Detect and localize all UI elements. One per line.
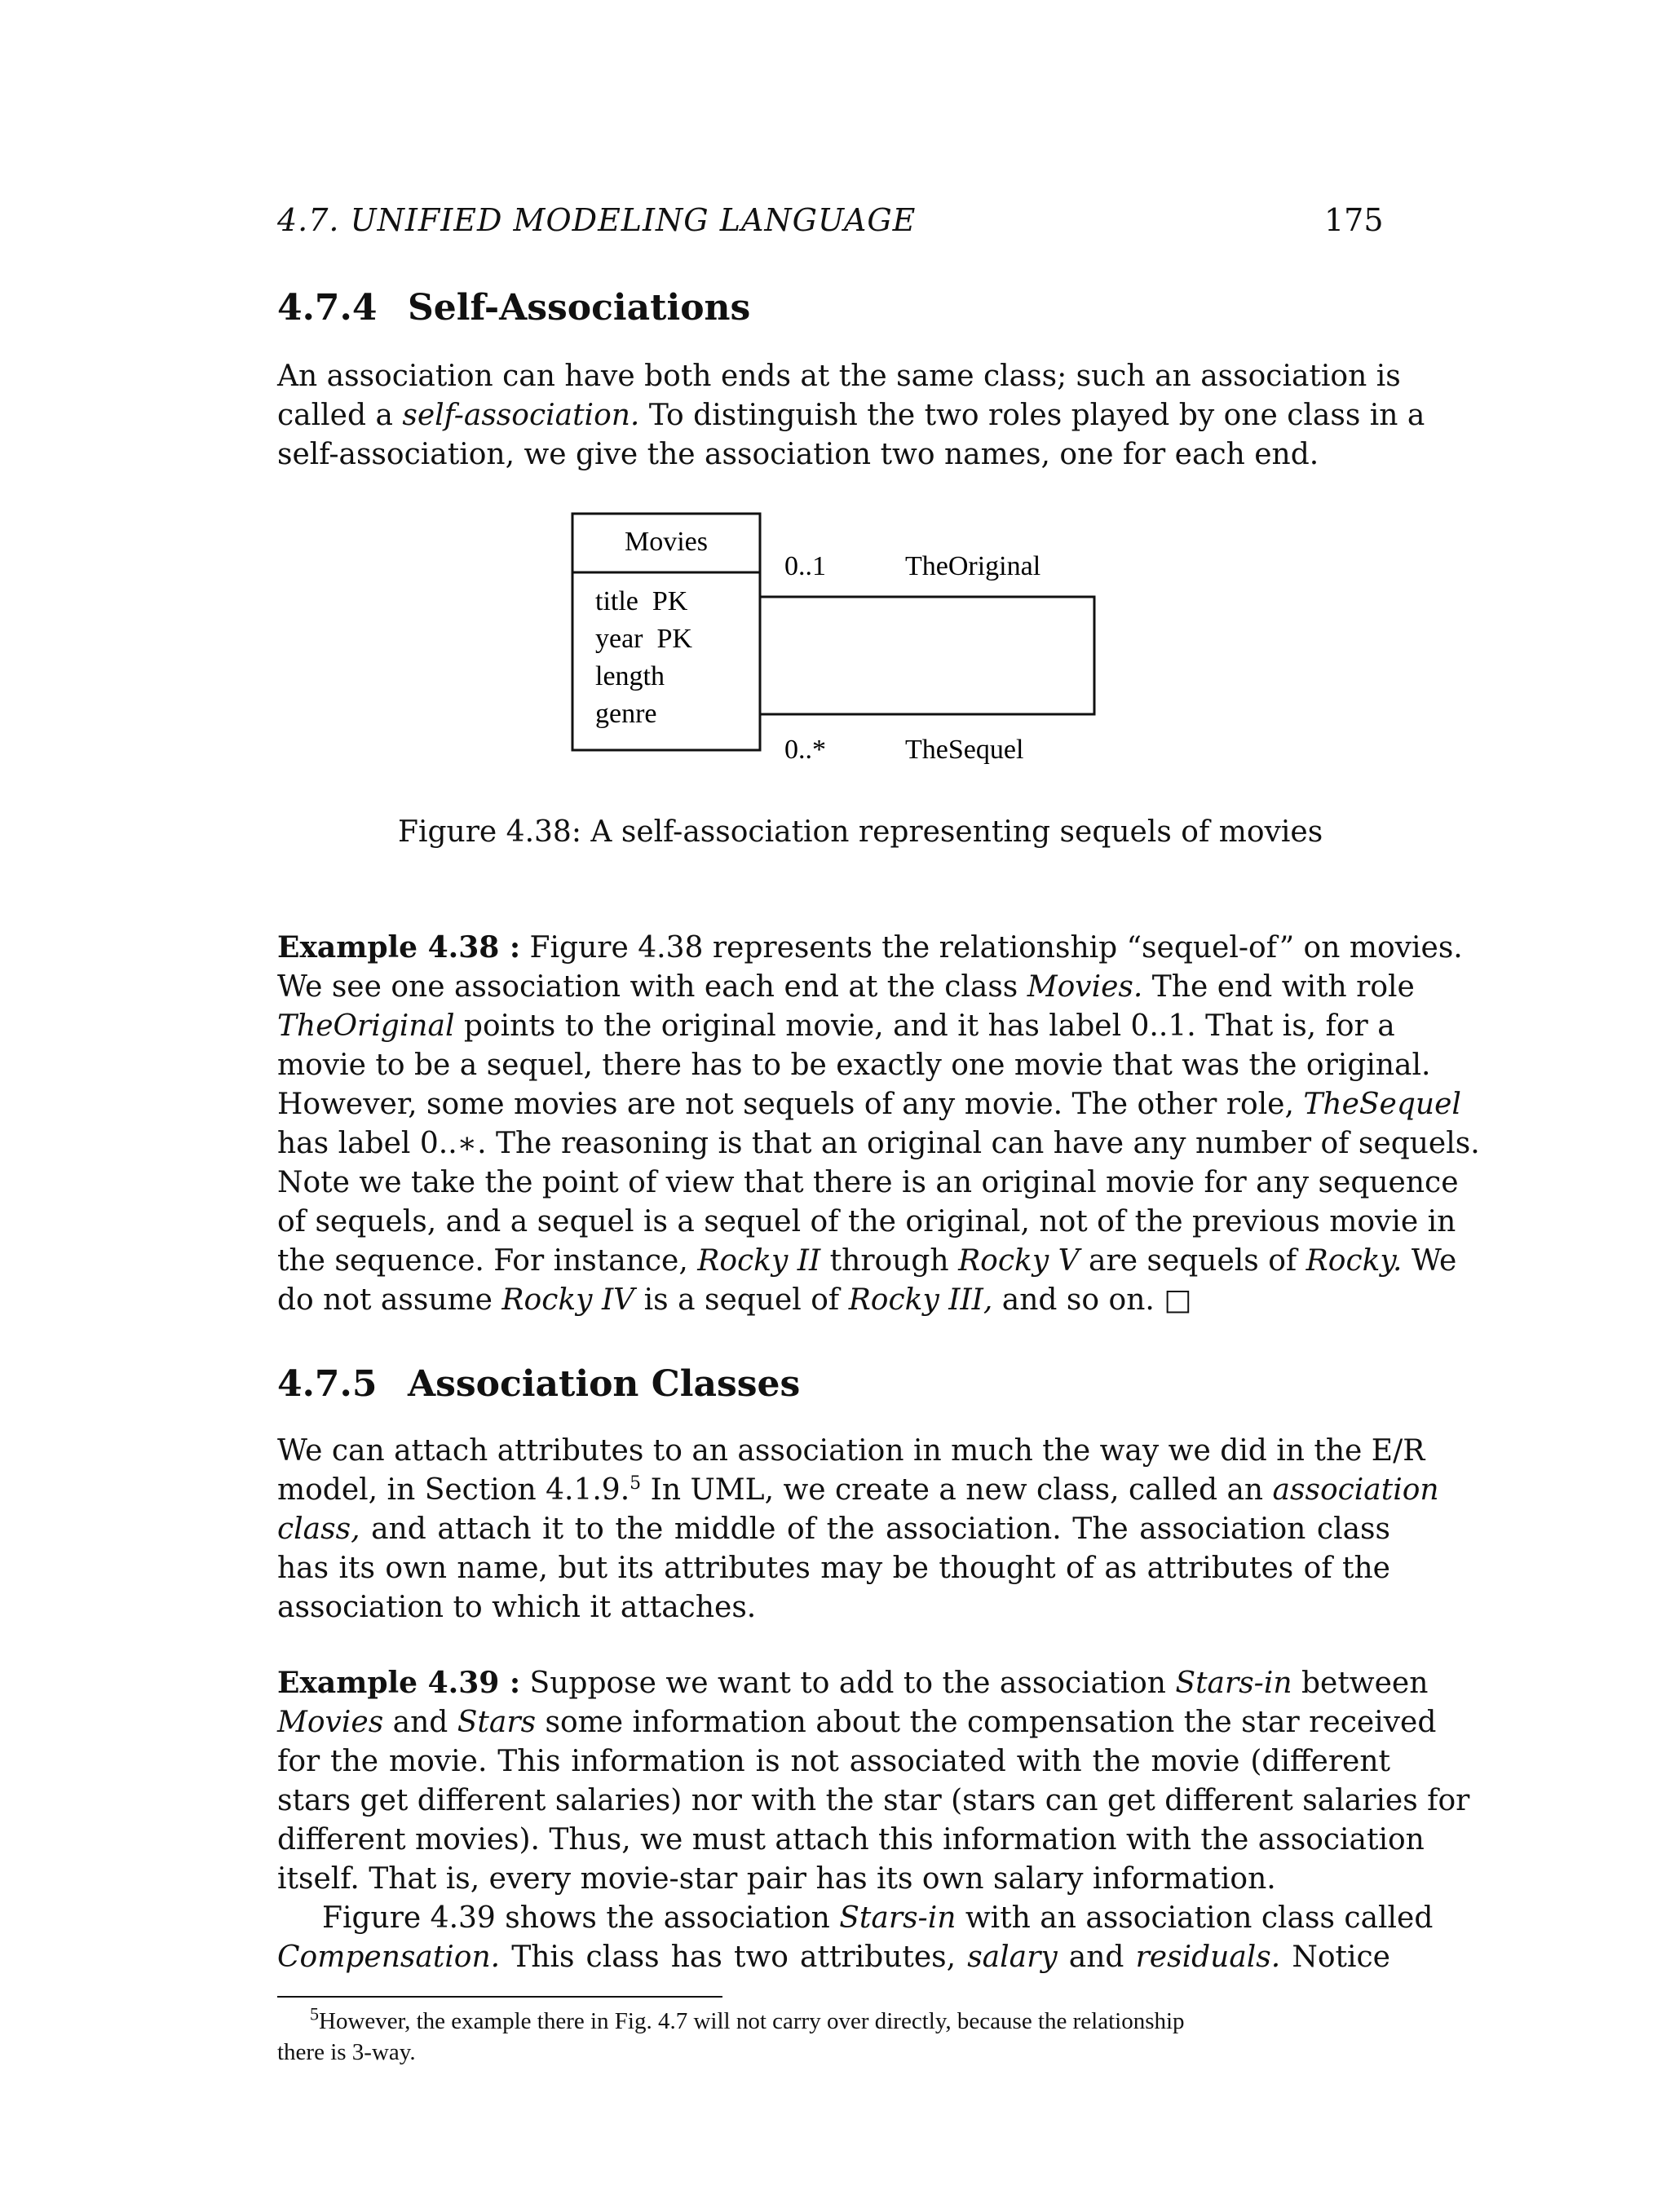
text-line: has label 0..∗. The reasoning is that an original can have any number of sequels. — [277, 1127, 1480, 1160]
text-line: TheOriginal points to the original movie, and it has label 0..1. That is, for a — [277, 1009, 1395, 1043]
text-line: has its own name, but its attributes may be thought of as attributes of the — [277, 1552, 1390, 1585]
bottom-multiplicity: 0..* — [784, 735, 826, 765]
section-number: 4.7.5 — [277, 1363, 378, 1405]
text-line: called a self-association. To distinguish the two roles played by one class in a — [277, 399, 1425, 432]
section-heading-4-7-5 — [277, 1363, 800, 1405]
example-label: Example 4.39 : — [277, 1666, 521, 1700]
text-line: different movies). Thus, we must attach this information with the association — [277, 1823, 1425, 1857]
text-line: class, and attach it to the middle of the association. The association class — [277, 1512, 1390, 1546]
top-multiplicity: 0..1 — [784, 551, 826, 581]
text-line: Example 4.38 : Figure 4.38 represents the relationship “sequel-of” on movies. — [277, 930, 1463, 965]
term-self-association: self-association. — [402, 399, 640, 432]
attribute-year: year PK — [595, 624, 692, 654]
example-4-38 — [277, 928, 1480, 1320]
section-title: Association Classes — [408, 1363, 801, 1405]
text-line: the sequence. For instance, Rocky II through Rocky V are sequels of Rocky. We — [277, 1244, 1457, 1278]
example-label: Example 4.38 : — [277, 930, 521, 965]
text-line: However, some movies are not sequels of any movie. The other role, TheSequel — [277, 1088, 1461, 1121]
self-association-paragraph — [277, 357, 1425, 475]
text-line: We see one association with each end at the class Movies. The end with role — [277, 970, 1415, 1004]
footnote-line: there is 3-way. — [277, 2039, 416, 2065]
self-association-line — [760, 597, 1094, 714]
role-the-sequel: TheSequel — [905, 735, 1024, 765]
section-title: Self-Associations — [408, 287, 751, 329]
text-line: do not assume Rocky IV is a sequel of Rocky III, and so on. □ — [277, 1283, 1192, 1317]
text-line: association to which it attaches. — [277, 1591, 757, 1624]
example-4-39 — [277, 1663, 1470, 1977]
association-classes-paragraph — [277, 1432, 1439, 1627]
text-line: movie to be a sequel, there has to be exactly one movie that was the original. — [277, 1049, 1431, 1082]
footnote-line: $^5$However, the example there in Fig. 4.7 will not carry over directly, because the relationship — [310, 2003, 1185, 2034]
role-the-original: TheOriginal — [905, 551, 1041, 581]
text-line: We can attach attributes to an association in much the way we did in the E/R — [277, 1434, 1425, 1468]
attribute-genre: genre — [595, 699, 657, 729]
running-head: 4.7. UNIFIED MODELING LANGUAGE — [277, 202, 917, 238]
uml-diagram — [563, 506, 1133, 775]
attribute-title: title PK — [595, 586, 688, 616]
text-line: for the movie. This information is not associated with the movie (different — [277, 1745, 1390, 1778]
text-line: model, in Section 4.1.9.$^5$ In UML, we create a new class, called an association — [277, 1473, 1439, 1507]
section-number: 4.7.4 — [277, 287, 378, 329]
text-line: Figure 4.39 shows the association Stars-in with an association class called — [322, 1901, 1434, 1935]
footnote — [277, 2003, 1390, 2068]
footnote-rule — [277, 1996, 722, 1998]
page-number: 175 — [1324, 202, 1384, 238]
text-line: self-association, we give the association two names, one for each end. — [277, 438, 1319, 471]
text-line: of sequels, and a sequel is a sequel of the original, not of the previous movie in — [277, 1205, 1456, 1238]
footnote-ref: 5 — [630, 1473, 642, 1494]
text-line: itself. That is, every movie-star pair has its own salary information. — [277, 1862, 1276, 1896]
text-line: Movies and Stars some information about the compensation the star received — [277, 1706, 1437, 1739]
footnote-mark: 5 — [310, 2003, 319, 2024]
attribute-length: length — [595, 661, 665, 691]
text-line: Example 4.39 : Suppose we want to add to the association Stars-in between — [277, 1666, 1429, 1700]
text-line: Compensation. This class has two attributes, salary and residuals. Notice — [277, 1940, 1390, 1974]
figure-caption: Figure 4.38: A self-association representing sequels of movies — [398, 815, 1323, 849]
class-name: Movies — [625, 527, 708, 557]
section-heading-4-7-4 — [277, 287, 750, 329]
text-line: An association can have both ends at the same class; such an association is — [277, 360, 1401, 393]
text-line: Note we take the point of view that there is an original movie for any sequence — [277, 1166, 1459, 1199]
text-line: stars get different salaries) nor with the star (stars can get different salaries for — [277, 1784, 1470, 1817]
